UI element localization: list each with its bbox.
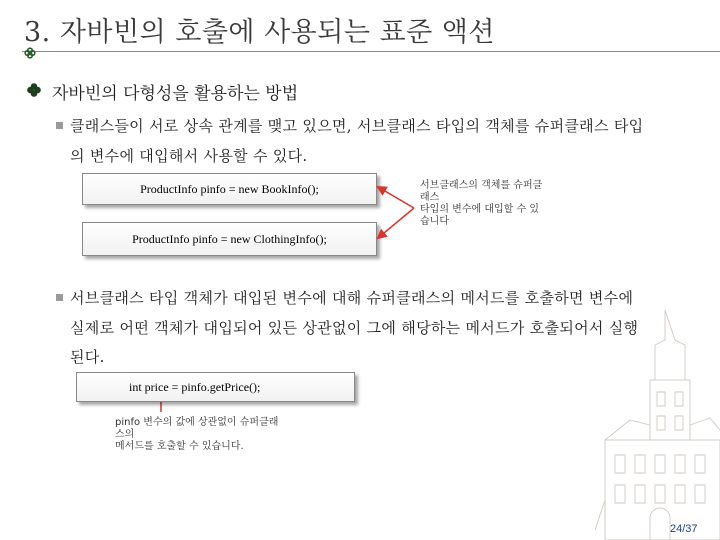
- diamond-bullet-icon: [26, 82, 42, 98]
- sub-point-1-line-1: 클래스들이 서로 상속 관계를 맺고 있으면, 서브클래스 타입의 객체를 슈퍼클래스 타입: [70, 117, 644, 135]
- building-watermark: [595, 300, 720, 540]
- sub-point-2-line-2: 실제로 어떤 객체가 대입되어 있든 상관없이 그에 해당하는 메서드가 호출되어서 실행: [70, 319, 639, 337]
- sub-point-2-line-3: 된다.: [70, 348, 105, 366]
- code-box-book-info: ProductInfo pinfo = new BookInfo();: [82, 173, 377, 205]
- note-1: [420, 180, 542, 228]
- note-2-line-1: pinfo 변수의 값에 상관없이 슈퍼클래: [115, 417, 279, 428]
- note-1-line-3: 타입의 변수에 대입할 수 있: [420, 204, 539, 215]
- code-box-get-price: int price = pinfo.getPrice();: [76, 372, 355, 402]
- note-1-line-2: 래스: [420, 192, 440, 203]
- sub-point-1-line-2: 의 변수에 대입해서 사용할 수 있다.: [70, 147, 308, 165]
- square-bullet-icon: [56, 294, 63, 301]
- sub-point-2-line-1: 서브클래스 타입 객체가 대입된 변수에 대해 슈퍼클래스의 메서드를 호출하면 변수에: [70, 289, 634, 307]
- page-number: 24/37: [670, 523, 698, 535]
- arrow-to-book-info: [378, 187, 414, 208]
- square-bullet-icon: [56, 122, 63, 129]
- diamond-bullet-icon: [24, 47, 36, 59]
- arrow-to-clothing-info: [378, 208, 414, 238]
- code-box-clothing-info: ProductInfo pinfo = new ClothingInfo();: [82, 222, 377, 256]
- note-1-line-4: 습니다: [420, 216, 449, 227]
- main-point: 자바빈의 다형성을 활용하는 방법: [52, 84, 299, 104]
- slide-title: 3. 자바빈의 호출에 사용되는 표준 액션: [24, 17, 495, 48]
- note-2: [115, 417, 278, 453]
- note-2-line-2: 스의: [115, 429, 135, 440]
- note-2-line-3: 메서드를 호출할 수 있습니다.: [115, 441, 244, 452]
- title-divider: [22, 51, 720, 52]
- note-1-line-1: 서브클래스의 객체를 슈퍼클: [420, 180, 543, 191]
